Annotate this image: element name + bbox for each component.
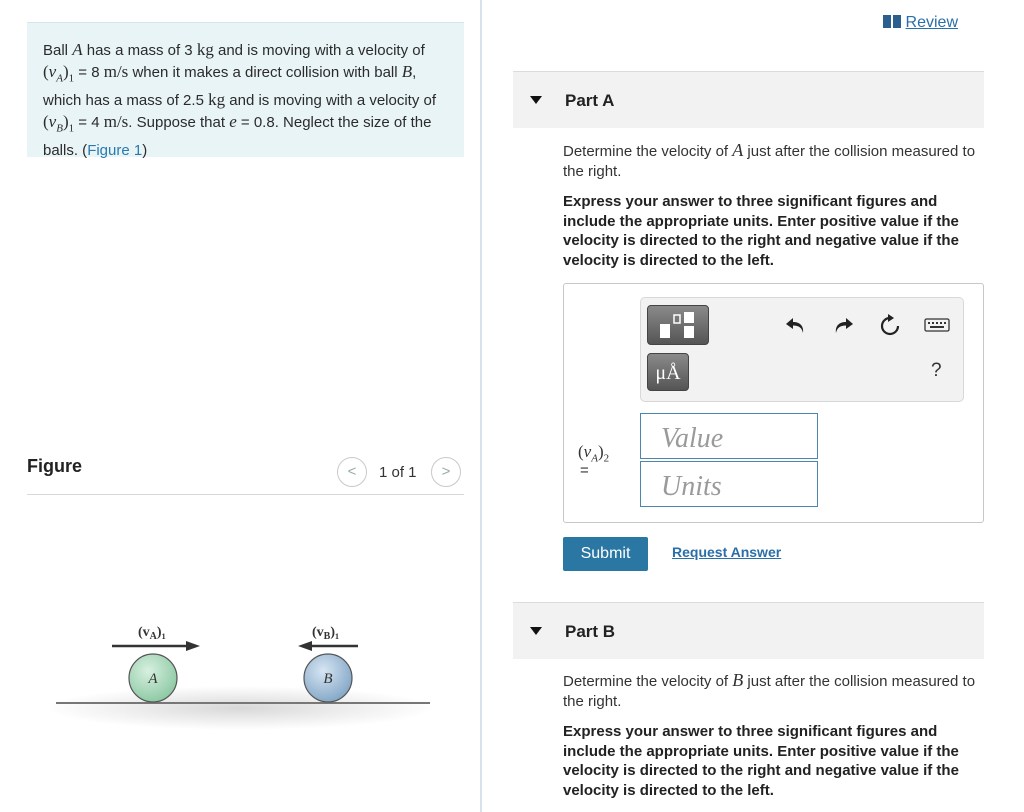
redo-icon[interactable] bbox=[831, 314, 855, 336]
unit-ms: m/s bbox=[103, 112, 129, 132]
label-vb1: $(v_B)_1$ bbox=[312, 625, 340, 642]
problem-text: and is moving with a velocity of bbox=[225, 92, 437, 110]
reset-icon[interactable] bbox=[878, 314, 902, 336]
label-va1: $(v_A)_1$ bbox=[138, 625, 166, 642]
right-panel bbox=[482, 0, 1024, 812]
question-text: Determine the velocity of bbox=[563, 143, 733, 160]
value-input[interactable] bbox=[640, 413, 818, 459]
math-toolbar bbox=[640, 297, 964, 402]
var-e: e bbox=[229, 112, 237, 132]
chevron-right-icon: > bbox=[441, 463, 451, 480]
unit-ms: m/s bbox=[103, 62, 129, 81]
figure-prev-button[interactable] bbox=[337, 457, 367, 487]
templates-icon bbox=[648, 306, 710, 346]
question-var: B bbox=[732, 670, 744, 690]
help-button[interactable]: ? bbox=[931, 360, 942, 381]
part-a-instructions: Express your answer to three significant figures and include the appropriate units. Enter positive value if the velocity is directed to the right and negative value if the velocity is directed to the left. bbox=[563, 193, 959, 269]
problem-text: . Suppose that bbox=[128, 114, 230, 132]
problem-text: ) bbox=[142, 141, 148, 159]
problem-text: , which has a mass of 2.5 bbox=[43, 64, 417, 110]
ground-shadow bbox=[50, 686, 435, 730]
templates-button[interactable] bbox=[647, 305, 709, 345]
unit-kg: kg bbox=[196, 40, 214, 59]
review-link[interactable] bbox=[883, 14, 958, 32]
left-panel bbox=[0, 0, 481, 812]
part-b-instructions: Express your answer to three significant figures and include the appropriate units. Enter positive value if the velocity is directed to the right and negative value if the velocity is directed to the left. bbox=[563, 723, 959, 799]
answer-variable-label: $(v_A)_2$ bbox=[578, 442, 610, 465]
part-a-header[interactable] bbox=[513, 71, 984, 128]
figure-header bbox=[27, 452, 464, 495]
keyboard-icon[interactable] bbox=[924, 314, 950, 336]
problem-statement bbox=[27, 22, 464, 157]
question-text: just after the collision measured to the right. bbox=[563, 673, 976, 710]
arrow-head-left-icon bbox=[298, 641, 312, 651]
equals-sign: = bbox=[580, 462, 589, 479]
figure-link[interactable]: Figure 1 bbox=[87, 141, 143, 159]
caret-down-icon bbox=[530, 96, 542, 104]
question-var: A bbox=[732, 140, 744, 160]
problem-text: = 0.8. Neglect the size of the balls. ( bbox=[43, 114, 432, 159]
part-a-title: Part A bbox=[565, 91, 615, 110]
question-text: Determine the velocity of bbox=[563, 673, 733, 690]
collision-figure bbox=[50, 608, 440, 738]
ball-a-var: A bbox=[72, 40, 83, 59]
arrow-head-right-icon bbox=[186, 641, 200, 651]
ball-b-var: B bbox=[401, 62, 413, 81]
figure-title: Figure bbox=[27, 456, 83, 476]
ball-a-label: A bbox=[148, 671, 158, 687]
request-answer-link[interactable]: Request Answer bbox=[672, 544, 782, 560]
figure-pager: 1 of 1 bbox=[379, 464, 417, 481]
chevron-left-icon: < bbox=[347, 463, 357, 480]
problem-text: has a mass of 3 bbox=[82, 42, 197, 59]
caret-down-icon bbox=[530, 627, 542, 635]
book-icon bbox=[883, 15, 901, 28]
ball-b-label: B bbox=[323, 671, 333, 687]
units-input[interactable] bbox=[640, 461, 818, 507]
units-button[interactable]: μÅ bbox=[647, 353, 689, 391]
undo-icon[interactable] bbox=[784, 314, 808, 336]
question-text: just after the collision measured to the right. bbox=[563, 143, 976, 180]
problem-text: = 4 bbox=[74, 114, 104, 132]
review-label: Review bbox=[905, 14, 958, 31]
problem-text: when it makes a direct collision with ball bbox=[128, 64, 402, 81]
unit-kg: kg bbox=[208, 90, 226, 110]
part-a-question bbox=[563, 140, 988, 182]
answer-box bbox=[563, 283, 984, 523]
part-b-title: Part B bbox=[565, 622, 616, 641]
var-vb1: $(v_B)_1$ bbox=[43, 112, 75, 135]
submit-button[interactable]: Submit bbox=[563, 537, 648, 571]
part-b-header[interactable] bbox=[513, 602, 984, 659]
part-b-question bbox=[563, 670, 988, 712]
problem-text: and is moving with a velocity of bbox=[213, 42, 425, 59]
var-va1: $(v_A)_1$ bbox=[43, 62, 75, 85]
problem-text: Ball bbox=[43, 42, 73, 59]
figure-next-button[interactable] bbox=[431, 457, 461, 487]
problem-text: = 8 bbox=[74, 64, 104, 81]
